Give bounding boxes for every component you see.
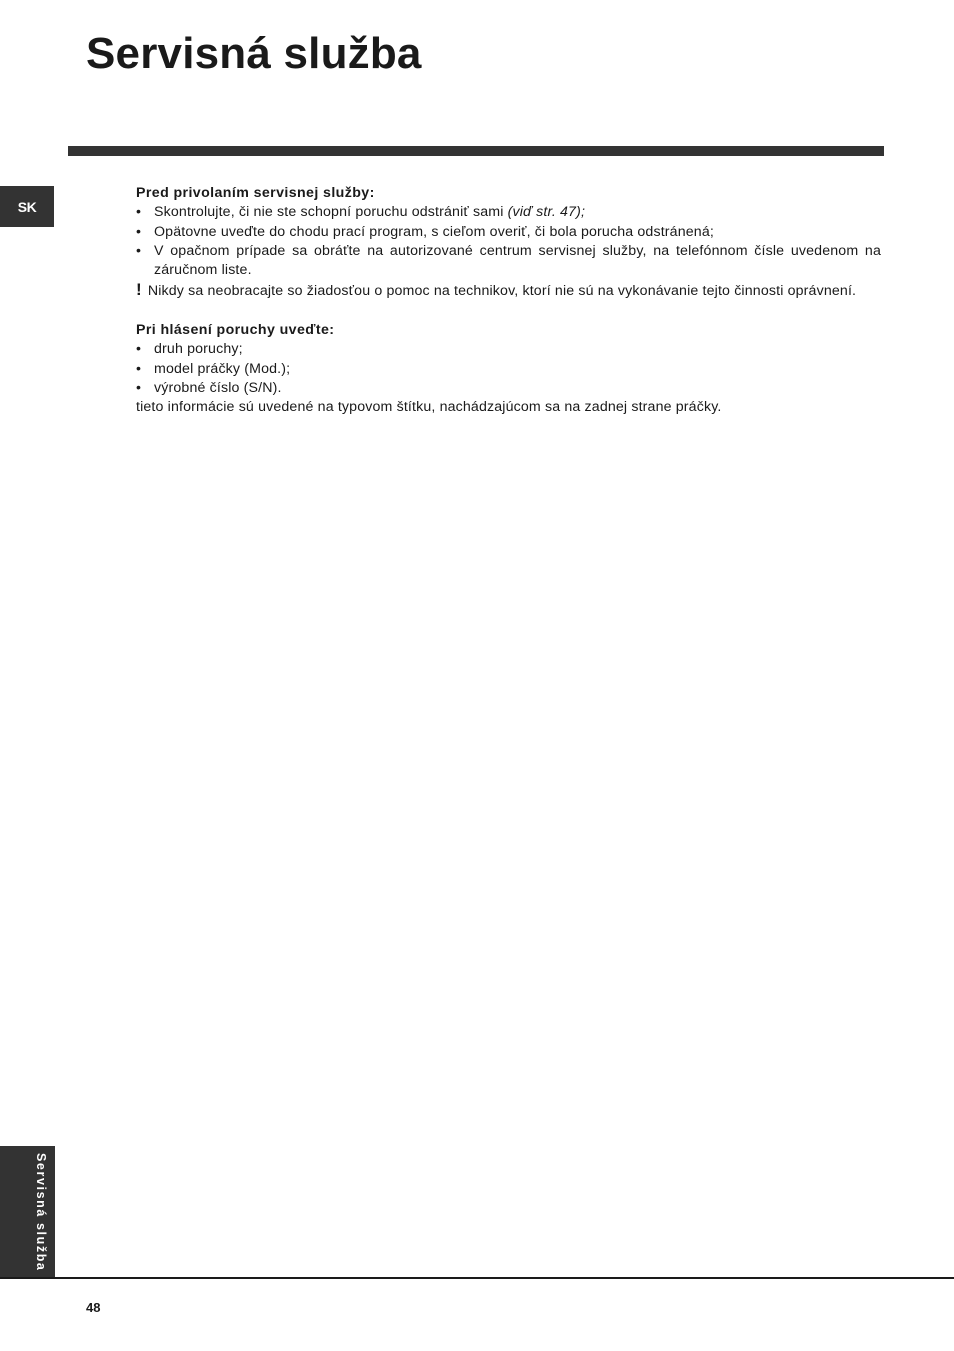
report-details-list: [136, 340, 881, 398]
rating-plate-note: tieto informácie sú uvedené na typovom štítku, nachádzajúcom sa na zadnej strane práčky.: [136, 399, 722, 416]
page-reference: (viď str. 47);: [507, 204, 586, 221]
bullet: •: [136, 341, 142, 358]
warning-text: Nikdy sa neobracajte so žiadosťou o pomoc na technikov, ktorí nie sú na vykonávanie tejto činnosti oprávnení.: [147, 283, 857, 300]
list-item-text: V opačnom prípade sa obráťte na autorizované centrum servisnej služby, na telefónnom čísle uvedenom na záručnom liste.: [154, 242, 881, 279]
list-item-text: model práčky (Mod.);: [154, 360, 291, 377]
spacer: [136, 302, 881, 321]
main-content: [136, 184, 881, 418]
footer-divider: [0, 1277, 954, 1279]
bullet: •: [136, 223, 142, 240]
title-divider: [68, 146, 884, 156]
bullet: •: [136, 379, 142, 396]
bullet: •: [136, 360, 142, 377]
language-tab: SK: [0, 186, 54, 227]
exclamation-icon: !: [136, 280, 142, 300]
list-item: [136, 379, 881, 398]
list-item: [136, 203, 881, 222]
list-item-text: Skontrolujte, či nie ste schopní poruchu odstrániť sami: [154, 204, 508, 221]
list-item: [136, 242, 881, 281]
checklist-before-service: [136, 203, 881, 280]
list-item-text: výrobné číslo (S/N).: [154, 379, 282, 396]
list-item: [136, 360, 881, 379]
page-title: Servisná služba: [86, 29, 422, 78]
list-item-text: druh poruchy;: [154, 341, 243, 358]
section-side-tab-label: Servisná služba: [34, 1153, 48, 1272]
list-item: [136, 340, 881, 359]
section-heading-before-service: Pred privolaním servisnej služby:: [136, 185, 375, 201]
list-item: [136, 223, 881, 242]
list-item-text: Opätovne uveďte do chodu prací program, s cieľom overiť, či bola porucha odstránená;: [154, 223, 714, 240]
section-heading-when-reporting: Pri hlásení poruchy uveďte:: [136, 322, 335, 339]
bullet: •: [136, 242, 142, 259]
bullet: •: [136, 204, 142, 221]
warning-note: [136, 280, 881, 301]
page-number: 48: [86, 1300, 101, 1315]
